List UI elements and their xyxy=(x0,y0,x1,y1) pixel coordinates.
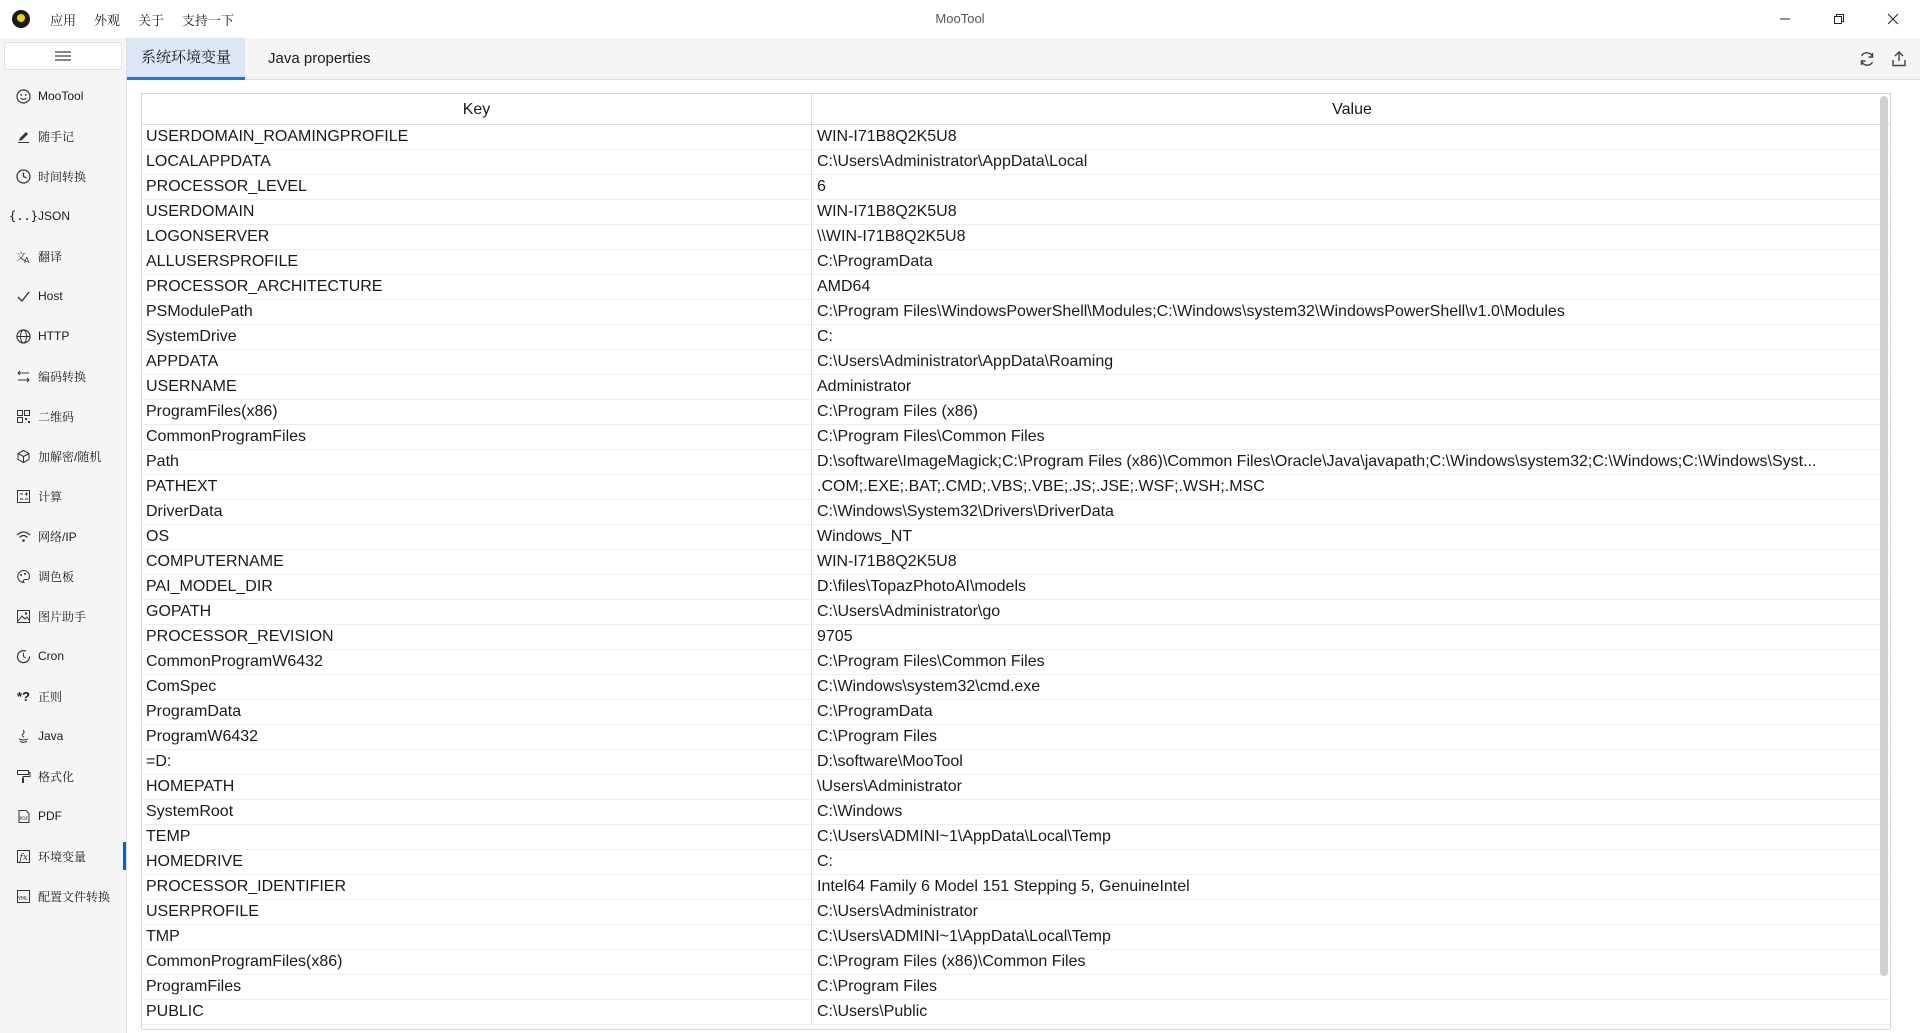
cell-key[interactable]: OS xyxy=(142,525,812,549)
cell-value[interactable]: C:\ProgramData xyxy=(817,253,933,270)
sidebar-item-env[interactable] xyxy=(0,836,126,876)
env-var-icon xyxy=(15,848,32,865)
table-row[interactable] xyxy=(142,150,1891,175)
table-row[interactable] xyxy=(142,125,1891,150)
cell-key[interactable]: CommonProgramFiles(x86) xyxy=(142,950,812,974)
cell-value[interactable]: AMD64 xyxy=(817,278,871,295)
cell-key[interactable]: LOCALAPPDATA xyxy=(142,150,812,174)
cell-key[interactable]: HOMEDRIVE xyxy=(142,850,812,874)
sidebar-item-label: 加解密/随机 xyxy=(38,449,102,464)
cell-key[interactable]: USERNAME xyxy=(142,375,812,399)
cell-value[interactable]: C:\Program Files xyxy=(817,728,938,745)
cell-key[interactable]: GOPATH xyxy=(142,600,812,624)
sidebar-item-label: 随手记 xyxy=(38,129,75,144)
cell-value[interactable]: C:\Program Files xyxy=(817,978,938,995)
refresh-button[interactable] xyxy=(1856,48,1878,70)
svg-text:PDF: PDF xyxy=(19,816,29,822)
sidebar-item-network[interactable] xyxy=(0,516,126,556)
sidebar-item-label: Java xyxy=(38,729,64,743)
cell-key[interactable]: TMP xyxy=(142,925,812,949)
cron-clock-icon xyxy=(15,648,32,665)
table-row[interactable] xyxy=(142,975,1891,1000)
cell-value[interactable]: \\WIN-I71B8Q2K5U8 xyxy=(817,228,966,245)
tab-bar xyxy=(127,38,1920,80)
table-row[interactable] xyxy=(142,225,1891,250)
svg-text:YML: YML xyxy=(18,896,28,902)
menu-bar xyxy=(50,10,252,29)
cell-key[interactable]: USERDOMAIN_ROAMINGPROFILE xyxy=(142,125,812,149)
svg-text:fx: fx xyxy=(19,852,28,863)
tab-system-env[interactable]: 系统环境变量 xyxy=(127,38,245,80)
window-controls xyxy=(1758,0,1920,38)
cell-value[interactable]: C:\Users\Administrator\go xyxy=(817,603,1001,620)
menu-about[interactable]: 关于 xyxy=(138,12,165,28)
smile-icon xyxy=(15,88,32,105)
yml-icon xyxy=(15,888,32,905)
sidebar-item-mootool[interactable] xyxy=(0,76,126,116)
cell-value[interactable]: D:\files\TopazPhotoAI\models xyxy=(817,578,1026,595)
pen-icon xyxy=(15,128,32,145)
tab-java-properties[interactable]: Java properties xyxy=(268,50,371,67)
column-header-value[interactable]: Value xyxy=(1332,101,1372,118)
cell-key[interactable]: USERPROFILE xyxy=(142,900,812,924)
cell-key[interactable]: PSModulePath xyxy=(142,300,812,324)
table-row[interactable] xyxy=(142,325,1891,350)
cell-value[interactable]: C:\Users\Public xyxy=(817,1003,928,1020)
restore-icon xyxy=(1833,13,1845,25)
cell-value[interactable]: C:\Program Files (x86) xyxy=(817,403,978,420)
cell-key[interactable]: PROCESSOR_LEVEL xyxy=(142,175,812,199)
vertical-scrollbar[interactable] xyxy=(1880,96,1888,976)
sidebar-item-translate[interactable] xyxy=(0,236,126,276)
cell-key[interactable]: PROCESSOR_IDENTIFIER xyxy=(142,875,812,899)
cell-value[interactable]: 6 xyxy=(817,178,826,195)
cell-key[interactable]: ProgramFiles xyxy=(142,975,812,999)
refresh-icon xyxy=(1858,50,1876,68)
cell-value[interactable]: C:\Users\Administrator xyxy=(817,903,978,920)
image-icon xyxy=(15,608,32,625)
sidebar-item-label: 配置文件转换 xyxy=(38,889,111,904)
sidebar-item-calculator[interactable] xyxy=(0,476,126,516)
cell-key[interactable]: PROCESSOR_ARCHITECTURE xyxy=(142,275,812,299)
sidebar-item-label: Cron xyxy=(38,649,65,663)
menu-support[interactable]: 支持一下 xyxy=(182,12,235,28)
table-row[interactable] xyxy=(142,700,1891,725)
table-row[interactable] xyxy=(142,250,1891,275)
cell-key[interactable]: APPDATA xyxy=(142,350,812,374)
cell-value[interactable]: Administrator xyxy=(817,378,912,395)
format-roller-icon xyxy=(15,768,32,785)
qrcode-icon xyxy=(15,408,32,425)
cell-value[interactable]: D:\software\MooTool xyxy=(817,753,963,770)
sidebar-item-label: 调色板 xyxy=(38,569,75,584)
translate-icon xyxy=(15,248,32,265)
table-row[interactable] xyxy=(142,200,1891,225)
sidebar-item-crypto[interactable] xyxy=(0,436,126,476)
table-header xyxy=(142,94,1891,125)
table-row[interactable] xyxy=(142,175,1891,200)
cell-value[interactable]: C:\Users\Administrator\AppData\Local xyxy=(817,153,1088,170)
cell-key[interactable]: Path xyxy=(142,450,812,474)
sidebar-item-json[interactable] xyxy=(0,196,126,236)
sidebar-item-label: 图片助手 xyxy=(38,609,87,624)
svg-text:文: 文 xyxy=(16,251,26,263)
cell-key[interactable]: =D: xyxy=(142,750,812,774)
table-row[interactable] xyxy=(142,825,1891,850)
wifi-icon xyxy=(15,528,32,545)
calculator-icon xyxy=(15,488,32,505)
cell-value[interactable]: WIN-I71B8Q2K5U8 xyxy=(817,128,957,145)
table-row[interactable] xyxy=(142,750,1891,775)
sidebar-item-format[interactable] xyxy=(0,756,126,796)
hamburger-icon xyxy=(54,50,72,62)
cell-value[interactable]: C:\Program Files (x86)\Common Files xyxy=(817,953,1086,970)
svg-text:A: A xyxy=(24,255,30,264)
cell-value[interactable]: C:\Program Files\Common Files xyxy=(817,653,1045,670)
table-row[interactable] xyxy=(142,800,1891,825)
palette-icon xyxy=(15,568,32,585)
json-braces-icon: {..} xyxy=(9,209,38,223)
sidebar-item-label: 环境变量 xyxy=(38,849,87,864)
column-header-key[interactable]: Key xyxy=(142,94,812,125)
app-logo-icon xyxy=(12,10,30,28)
sidebar-item-palette[interactable] xyxy=(0,556,126,596)
sidebar-item-label: PDF xyxy=(38,809,62,823)
minimize-button[interactable] xyxy=(1758,0,1812,38)
table-row[interactable] xyxy=(142,525,1891,550)
close-button[interactable] xyxy=(1866,0,1920,38)
java-icon xyxy=(15,728,32,745)
sidebar-item-http[interactable] xyxy=(0,316,126,356)
sidebar-item-image[interactable] xyxy=(0,596,126,636)
cell-key[interactable]: DriverData xyxy=(142,500,812,524)
sidebar-item-label: MooTool xyxy=(38,89,84,103)
cell-value[interactable]: C:\ProgramData xyxy=(817,703,933,720)
table-row[interactable] xyxy=(142,475,1891,500)
sidebar-item-cron[interactable] xyxy=(0,636,126,676)
cell-value[interactable]: C:\Windows\System32\Drivers\DriverData xyxy=(817,503,1114,520)
cell-value[interactable]: C:\Users\ADMINI~1\AppData\Local\Temp xyxy=(817,928,1111,945)
globe-icon xyxy=(15,328,32,345)
table-row[interactable] xyxy=(142,625,1891,650)
cell-key[interactable]: ProgramFiles(x86) xyxy=(142,400,812,424)
sidebar-toggle-button[interactable] xyxy=(4,42,122,70)
cube-icon xyxy=(15,448,32,465)
table-row[interactable] xyxy=(142,400,1891,425)
sidebar-item-qrcode[interactable] xyxy=(0,396,126,436)
cell-value[interactable]: C: xyxy=(817,853,833,870)
table-row[interactable] xyxy=(142,675,1891,700)
cell-key[interactable]: LOGONSERVER xyxy=(142,225,812,249)
minimize-icon xyxy=(1779,13,1791,25)
cell-value[interactable]: C:\Windows xyxy=(817,803,903,820)
cell-key[interactable]: COMPUTERNAME xyxy=(142,550,812,574)
cell-key[interactable]: PAI_MODEL_DIR xyxy=(142,575,812,599)
cell-value[interactable]: .COM;.EXE;.BAT;.CMD;.VBS;.VBE;.JS;.JSE;.WSF;.WSH;.MSC xyxy=(817,478,1265,495)
regex-icon: *? xyxy=(17,688,30,704)
cell-value[interactable]: \Users\Administrator xyxy=(817,778,962,795)
cell-key[interactable]: SystemRoot xyxy=(142,800,812,824)
cell-key[interactable]: ProgramW6432 xyxy=(142,725,812,749)
cell-value[interactable]: C: xyxy=(817,328,833,345)
cell-value[interactable]: Intel64 Family 6 Model 151 Stepping 5, GenuineIntel xyxy=(817,878,1190,895)
env-table xyxy=(141,93,1891,1030)
table-row[interactable] xyxy=(142,575,1891,600)
cell-key[interactable]: CommonProgramW6432 xyxy=(142,650,812,674)
cell-key[interactable]: PROCESSOR_REVISION xyxy=(142,625,812,649)
sidebar-item-host[interactable] xyxy=(0,276,126,316)
table-row[interactable] xyxy=(142,500,1891,525)
sidebar-item-notes[interactable] xyxy=(0,116,126,156)
table-row[interactable] xyxy=(142,925,1891,950)
table-row[interactable] xyxy=(142,650,1891,675)
sidebar-item-time[interactable] xyxy=(0,156,126,196)
export-icon xyxy=(1890,50,1908,68)
sidebar-item-java[interactable] xyxy=(0,716,126,756)
tab-actions xyxy=(1846,48,1910,70)
sidebar-item-pdf[interactable] xyxy=(0,796,126,836)
table-row[interactable] xyxy=(142,875,1891,900)
table-row[interactable] xyxy=(142,275,1891,300)
cell-key[interactable]: ALLUSERSPROFILE xyxy=(142,250,812,274)
cell-value[interactable]: WIN-I71B8Q2K5U8 xyxy=(817,553,957,570)
sidebar-item-label: 二维码 xyxy=(38,409,75,424)
cell-key[interactable]: USERDOMAIN xyxy=(142,200,812,224)
sidebar-item-label: HTTP xyxy=(38,329,70,343)
sidebar-item-label: 计算 xyxy=(38,489,63,504)
cell-value[interactable]: D:\software\ImageMagick;C:\Program Files (x86)\Common Files\Oracle\Java\javapath;C:\Windows\system32;C:\Windows;C:\Windows\Syst... xyxy=(817,453,1817,470)
cell-key[interactable]: ProgramData xyxy=(142,700,812,724)
check-icon xyxy=(15,288,32,305)
sidebar-item-label: 时间转换 xyxy=(38,169,87,184)
cell-key[interactable]: CommonProgramFiles xyxy=(142,425,812,449)
cell-value[interactable]: C:\Program Files\Common Files xyxy=(817,428,1045,445)
sidebar-item-regex[interactable] xyxy=(0,676,126,716)
sidebar-item-label: 翻译 xyxy=(38,249,63,264)
table-row[interactable] xyxy=(142,1000,1891,1025)
window-title: MooTool xyxy=(935,11,985,26)
table-row[interactable] xyxy=(142,350,1891,375)
cell-key[interactable]: HOMEPATH xyxy=(142,775,812,799)
cell-key[interactable]: PATHEXT xyxy=(142,475,812,499)
table-row[interactable] xyxy=(142,450,1891,475)
table-row[interactable] xyxy=(142,425,1891,450)
cell-value[interactable]: 9705 xyxy=(817,628,853,645)
cell-key[interactable]: PUBLIC xyxy=(142,1000,812,1024)
sidebar-item-label: 格式化 xyxy=(38,769,75,784)
clock-icon xyxy=(15,168,32,185)
pdf-icon xyxy=(15,808,32,825)
sidebar-item-config-convert[interactable] xyxy=(0,876,126,916)
title-bar xyxy=(0,0,1920,38)
table-row[interactable] xyxy=(142,600,1891,625)
sidebar-item-label: Host xyxy=(38,289,63,303)
cell-key[interactable]: ComSpec xyxy=(142,675,812,699)
cell-value[interactable]: WIN-I71B8Q2K5U8 xyxy=(817,203,957,220)
cell-key[interactable]: TEMP xyxy=(142,825,812,849)
table-row[interactable] xyxy=(142,300,1891,325)
cell-value[interactable]: C:\Program Files\WindowsPowerShell\Modules;C:\Windows\system32\WindowsPowerShell\v1.0\Modules xyxy=(817,303,1565,320)
sidebar-item-label: 正则 xyxy=(38,689,63,704)
export-button[interactable] xyxy=(1888,48,1910,70)
table-row[interactable] xyxy=(142,375,1891,400)
table-row[interactable] xyxy=(142,850,1891,875)
table-row[interactable] xyxy=(142,775,1891,800)
close-icon xyxy=(1887,13,1899,25)
sidebar xyxy=(0,38,127,1033)
table-body xyxy=(142,125,1891,1025)
sidebar-item-label: 网络/IP xyxy=(38,529,77,544)
menu-app[interactable]: 应用 xyxy=(50,12,77,28)
convert-arrows-icon xyxy=(15,368,32,385)
cell-value[interactable]: C:\Windows\system32\cmd.exe xyxy=(817,678,1041,695)
table-row[interactable] xyxy=(142,900,1891,925)
menu-appearance[interactable]: 外观 xyxy=(94,12,121,28)
table-row[interactable] xyxy=(142,725,1891,750)
sidebar-item-encoding[interactable] xyxy=(0,356,126,396)
cell-value[interactable]: Windows_NT xyxy=(817,528,913,545)
restore-button[interactable] xyxy=(1812,0,1866,38)
sidebar-item-label: JSON xyxy=(38,209,71,223)
table-row[interactable] xyxy=(142,550,1891,575)
sidebar-item-label: 编码转换 xyxy=(38,369,87,384)
table-row[interactable] xyxy=(142,950,1891,975)
cell-key[interactable]: SystemDrive xyxy=(142,325,812,349)
cell-value[interactable]: C:\Users\ADMINI~1\AppData\Local\Temp xyxy=(817,828,1111,845)
cell-value[interactable]: C:\Users\Administrator\AppData\Roaming xyxy=(817,353,1114,370)
